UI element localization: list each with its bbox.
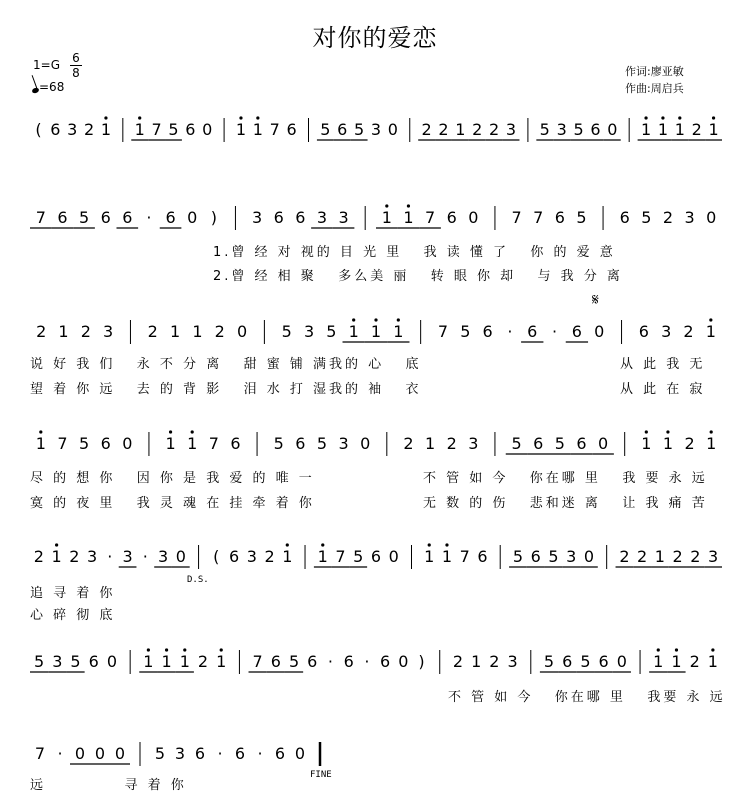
staff-line-5 [0,543,750,569]
note-glyph: 6 [533,434,544,453]
note-glyph: 5 [288,652,300,671]
high-octave-dot [407,204,410,207]
note-glyph: 3 [303,322,315,341]
note-glyph: 1 [674,120,685,139]
lyric-v2-line4-end: 无 数 的 伤 悲和迷 离 让 我 痛 苦 [423,496,708,511]
lyric-v1-line4-end: 不 管 如 今 你在哪 里 我 要 永 远 [423,471,708,486]
note-glyph: 2 [672,547,683,566]
note-glyph: 6 [576,434,587,453]
note-glyph: 3 [122,547,133,566]
note-glyph: 5 [273,434,284,453]
note-glyph: 2 [83,120,95,139]
note-glyph: 6 [100,434,111,453]
composer-credit: 作曲:周启兵 [625,82,684,95]
note-glyph: 5 [460,322,471,341]
note-glyph: 1 [662,434,674,453]
note-glyph: 3 [67,120,78,139]
note-glyph: 1 [640,120,652,139]
note-glyph: 2 [689,652,700,671]
note-glyph: 0 [468,208,479,227]
staff-svg [0,318,750,348]
note-glyph: 1 [424,434,436,453]
note-glyph: 3 [661,322,672,341]
high-octave-dot [678,116,681,119]
lyric-line7: 远 寻 着 你 [30,778,187,793]
note-glyph: 1 [143,652,154,671]
note-glyph: 3 [566,547,577,566]
note-glyph: 3 [157,547,169,566]
note-glyph: 3 [174,744,186,763]
high-octave-dot [712,116,715,119]
note-glyph: 7 [35,208,46,227]
note-glyph: 1 [165,434,176,453]
note-glyph: 6 [307,652,318,671]
note-glyph: 6 [554,208,565,227]
note-glyph: 2 [489,652,500,671]
note-glyph: 0 [106,652,118,671]
note-glyph: 5 [576,208,587,227]
note-glyph: 5 [326,322,337,341]
note-glyph: 6 [50,120,61,139]
high-octave-dot [385,204,388,207]
note-glyph: 1 [441,547,453,566]
note-glyph: 0 [398,652,409,671]
note-glyph: 6 [100,208,111,227]
segno-sign-icon: 𝄋 [592,290,599,309]
note-glyph: 0 [74,744,86,763]
lyric-v2-line3-end: 从 此 在 寂 [620,382,706,397]
note-glyph: 1 [706,434,717,453]
high-octave-dot [169,430,172,433]
note-glyph: 5 [34,652,45,671]
note-glyph: · [146,208,152,227]
staff-line-6 [0,648,750,674]
note-glyph: 1 [58,322,69,341]
note-glyph: ( [35,120,42,139]
lyric-v2-line3: 望 着 你 远 去 的 背 影 泪 水 打 湿我的 袖 衣 [30,382,422,397]
note-glyph: 3 [370,120,382,139]
key-signature: 1=G [33,58,60,72]
staff-line-3 [0,318,750,344]
note-glyph: · [142,547,148,566]
note-glyph: 2 [683,322,694,341]
note-glyph: 0 [607,120,618,139]
note-glyph: 2 [472,120,483,139]
note-glyph: 1 [707,652,718,671]
note-glyph: 6 [527,322,538,341]
note-glyph: 5 [78,208,90,227]
note-glyph: 7 [151,120,162,139]
tempo-marking [32,80,64,94]
note-glyph: 6 [380,652,391,671]
note-glyph: 3 [505,120,517,139]
note-glyph: ) [210,208,217,227]
note-glyph: 0 [187,208,198,227]
note-glyph: 3 [708,547,719,566]
high-octave-dot [165,648,168,651]
note-glyph: 0 [594,322,605,341]
high-octave-dot [191,430,194,433]
note-glyph: 0 [597,434,609,453]
note-glyph: 0 [175,547,186,566]
note-glyph: 1 [455,120,466,139]
note-glyph: 2 [214,322,225,341]
note-glyph: · [57,744,63,763]
note-glyph: 1 [671,652,682,671]
note-glyph: 1 [282,547,293,566]
note-glyph: 3 [556,120,567,139]
note-glyph: 0 [236,322,248,341]
note-glyph: 7 [57,434,68,453]
note-glyph: 2 [197,652,209,671]
note-glyph: 6 [562,652,573,671]
lyric-v1-line5: 追 寻 着 你 [30,586,116,601]
note-glyph: 1 [252,120,263,139]
note-glyph: 1 [653,652,664,671]
note-glyph: 7 [533,208,544,227]
high-octave-dot [645,430,648,433]
note-glyph: 2 [489,120,500,139]
note-glyph: 6 [598,652,609,671]
note-glyph: · [107,547,113,566]
note-glyph: ) [418,652,425,671]
note-glyph: 1 [179,652,190,671]
staff-svg [0,116,750,146]
song-title: 对你的爱恋 [312,24,438,52]
note-glyph: 6 [230,434,241,453]
note-glyph: 6 [295,434,306,453]
note-glyph: 1 [35,434,46,453]
note-glyph: 7 [511,208,522,227]
note-glyph: 2 [421,120,432,139]
note-glyph: 6 [88,652,99,671]
note-glyph: 3 [507,652,518,671]
note-glyph: 5 [70,652,81,671]
note-glyph: 6 [530,547,541,566]
note-glyph: · [257,744,263,763]
high-octave-dot [711,648,714,651]
note-glyph: 1 [393,322,404,341]
note-glyph: 0 [294,744,306,763]
note-glyph: 5 [573,120,584,139]
note-glyph: 1 [235,120,247,139]
note-glyph: 7 [252,652,263,671]
note-glyph: 1 [370,322,382,341]
note-glyph: · [552,322,558,341]
meter-bottom: 8 [72,66,80,80]
note-glyph: 3 [468,434,479,453]
lyric-v1-line3: 说 好 我 们 永 不 分 离 甜 蜜 铺 满我的 心 底 [30,357,422,372]
note-glyph: 5 [641,208,652,227]
note-glyph: 6 [228,547,240,566]
note-glyph: · [507,322,513,341]
note-glyph: 1 [216,652,227,671]
lyric-v1-line3-end: 从 此 我 无 [620,357,706,372]
lyric-v2-line5: 心 碎 彻 底 [30,608,116,623]
note-glyph: 1 [100,120,112,139]
high-octave-dot [55,543,58,546]
note-glyph: 0 [94,744,106,763]
note-glyph: 5 [580,652,591,671]
note-glyph: 1 [471,652,482,671]
note-glyph: 0 [122,434,133,453]
note-glyph: 0 [202,120,213,139]
lyric-v2-line4: 寞 的 夜 里 我 灵 魂 在 挂 牵 着 你 [30,496,315,511]
high-octave-dot [374,318,377,321]
note-glyph: 6 [270,652,281,671]
note-glyph: 2 [662,208,674,227]
note-glyph: 5 [168,120,179,139]
staff-line-4 [0,430,750,456]
staff-svg [0,740,750,770]
staff-line-1 [0,116,750,142]
note-glyph: 0 [583,547,595,566]
note-glyph: 6 [57,208,68,227]
high-octave-dot [321,543,324,546]
note-glyph: 1 [654,547,665,566]
staff-svg [0,430,750,460]
note-glyph: 6 [638,322,649,341]
note-glyph: 5 [354,120,365,139]
high-octave-dot [709,318,712,321]
note-glyph: 6 [571,322,582,341]
note-glyph: 7 [424,208,436,227]
high-octave-dot [675,648,678,651]
high-octave-dot [661,116,664,119]
high-octave-dot [428,543,431,546]
note-glyph: 2 [452,652,464,671]
note-glyph: 5 [511,434,522,453]
note-glyph: 5 [353,547,364,566]
note-glyph: 2 [147,322,158,341]
note-glyph: 5 [548,547,559,566]
high-octave-dot [39,430,42,433]
note-glyph: 0 [360,434,371,453]
high-octave-dot [220,648,223,651]
high-octave-dot [147,648,150,651]
note-glyph: 6 [590,120,601,139]
note-glyph: 6 [619,208,630,227]
note-glyph: 5 [554,434,565,453]
note-glyph: 2 [438,120,449,139]
note-glyph: 1 [161,652,172,671]
note-glyph: 1 [348,322,359,341]
note-glyph: 3 [103,322,114,341]
note-glyph: 1 [641,434,652,453]
note-glyph: 5 [320,120,331,139]
note-glyph: 7 [335,547,346,566]
note-glyph: 7 [269,120,280,139]
time-signature [70,52,82,79]
lyric-v1-line4: 尽 的 想 你 因 你 是 我 爱 的 唯 一 [30,471,315,486]
note-glyph: · [364,652,370,671]
lyricist-credit: 作词:廖亚敏 [625,65,684,78]
lyric-line6-end: 不 管 如 今 你在哪 里 我要 永 远 [448,690,726,705]
note-glyph: 5 [78,434,90,453]
note-glyph: 2 [691,120,702,139]
staff-svg [0,204,750,234]
note-glyph: 6 [286,120,297,139]
lyric-v1-line2: 1.曾 经 对 视的 目 光 里 我 读 懂 了 你 的 爱 意 [213,245,616,260]
note-glyph: 3 [338,434,349,453]
note-glyph: 2 [619,547,630,566]
high-octave-dot [657,648,660,651]
note-glyph: 2 [80,322,91,341]
high-octave-dot [666,430,669,433]
high-octave-dot [239,116,242,119]
note-glyph: ( [213,547,220,566]
note-glyph: 6 [273,208,284,227]
staff-line-7 [0,740,750,766]
note-glyph: 5 [512,547,524,566]
note-glyph: 1 [317,547,328,566]
note-glyph: 1 [424,547,435,566]
note-glyph: 2 [36,322,47,341]
note-glyph: 1 [705,322,716,341]
note-glyph: 6 [482,322,493,341]
note-glyph: 2 [33,547,44,566]
staff-svg [0,543,750,573]
note-glyph: 1 [192,322,203,341]
high-octave-dot [256,116,259,119]
note-glyph: 6 [477,547,488,566]
high-octave-dot [710,430,713,433]
note-glyph: 5 [154,744,166,763]
note-glyph: 5 [316,434,328,453]
lyric-v2-line2: 2.曾 经 相 聚 多么美 丽 转 眼 你 却 与 我 分 离 [213,269,623,284]
staff-line-2 [0,204,750,230]
note-glyph: 0 [387,120,398,139]
note-glyph: 1 [187,434,198,453]
note-glyph: 7 [34,744,46,763]
note-glyph: 7 [437,322,449,341]
note-glyph: 7 [459,547,470,566]
note-glyph: 6 [446,208,457,227]
note-glyph: 6 [185,120,196,139]
note-glyph: 0 [616,652,627,671]
note-glyph: 3 [684,208,695,227]
note-glyph: 6 [234,744,246,763]
note-glyph: 0 [114,744,126,763]
note-glyph: 3 [338,208,349,227]
note-glyph: 6 [165,208,176,227]
note-glyph: 5 [281,322,292,341]
note-glyph: 1 [657,120,669,139]
high-octave-dot [445,543,448,546]
note-glyph: · [217,744,223,763]
high-octave-dot [138,116,141,119]
note-glyph: 6 [343,652,354,671]
note-glyph: 1 [403,208,414,227]
note-glyph: 3 [52,652,63,671]
high-octave-dot [352,318,355,321]
note-glyph: 3 [316,208,328,227]
meter-top: 6 [72,51,80,65]
note-glyph: 0 [388,547,399,566]
note-glyph: 3 [87,547,98,566]
note-glyph: 0 [706,208,717,227]
note-glyph: 2 [637,547,648,566]
high-octave-dot [397,318,400,321]
ds-marking: D.S. [187,575,209,585]
note-glyph: 6 [295,208,306,227]
note-glyph: 7 [208,434,219,453]
high-octave-dot [104,116,107,119]
note-glyph: 5 [543,652,555,671]
note-glyph: 2 [690,547,701,566]
note-glyph: 6 [122,208,133,227]
tempo-value: =68 [39,80,65,94]
fine-marking: FINE [310,770,332,780]
note-glyph: 3 [246,547,257,566]
note-glyph: 2 [264,547,275,566]
note-glyph: 6 [370,547,382,566]
note-glyph: 2 [403,434,414,453]
high-octave-dot [286,543,289,546]
high-octave-dot [644,116,647,119]
note-glyph: 3 [251,208,263,227]
note-glyph: 2 [69,547,80,566]
note-glyph: 5 [539,120,550,139]
note-glyph: 6 [194,744,206,763]
note-glyph: 6 [274,744,286,763]
note-glyph: 1 [170,322,181,341]
note-glyph: 2 [446,434,457,453]
high-octave-dot [183,648,186,651]
note-glyph: 1 [134,120,145,139]
note-glyph: 2 [684,434,695,453]
note-glyph: 6 [337,120,348,139]
note-glyph: 1 [708,120,719,139]
note-glyph: 1 [51,547,62,566]
staff-svg [0,648,750,678]
note-glyph: 1 [381,208,392,227]
note-glyph: · [327,652,334,671]
